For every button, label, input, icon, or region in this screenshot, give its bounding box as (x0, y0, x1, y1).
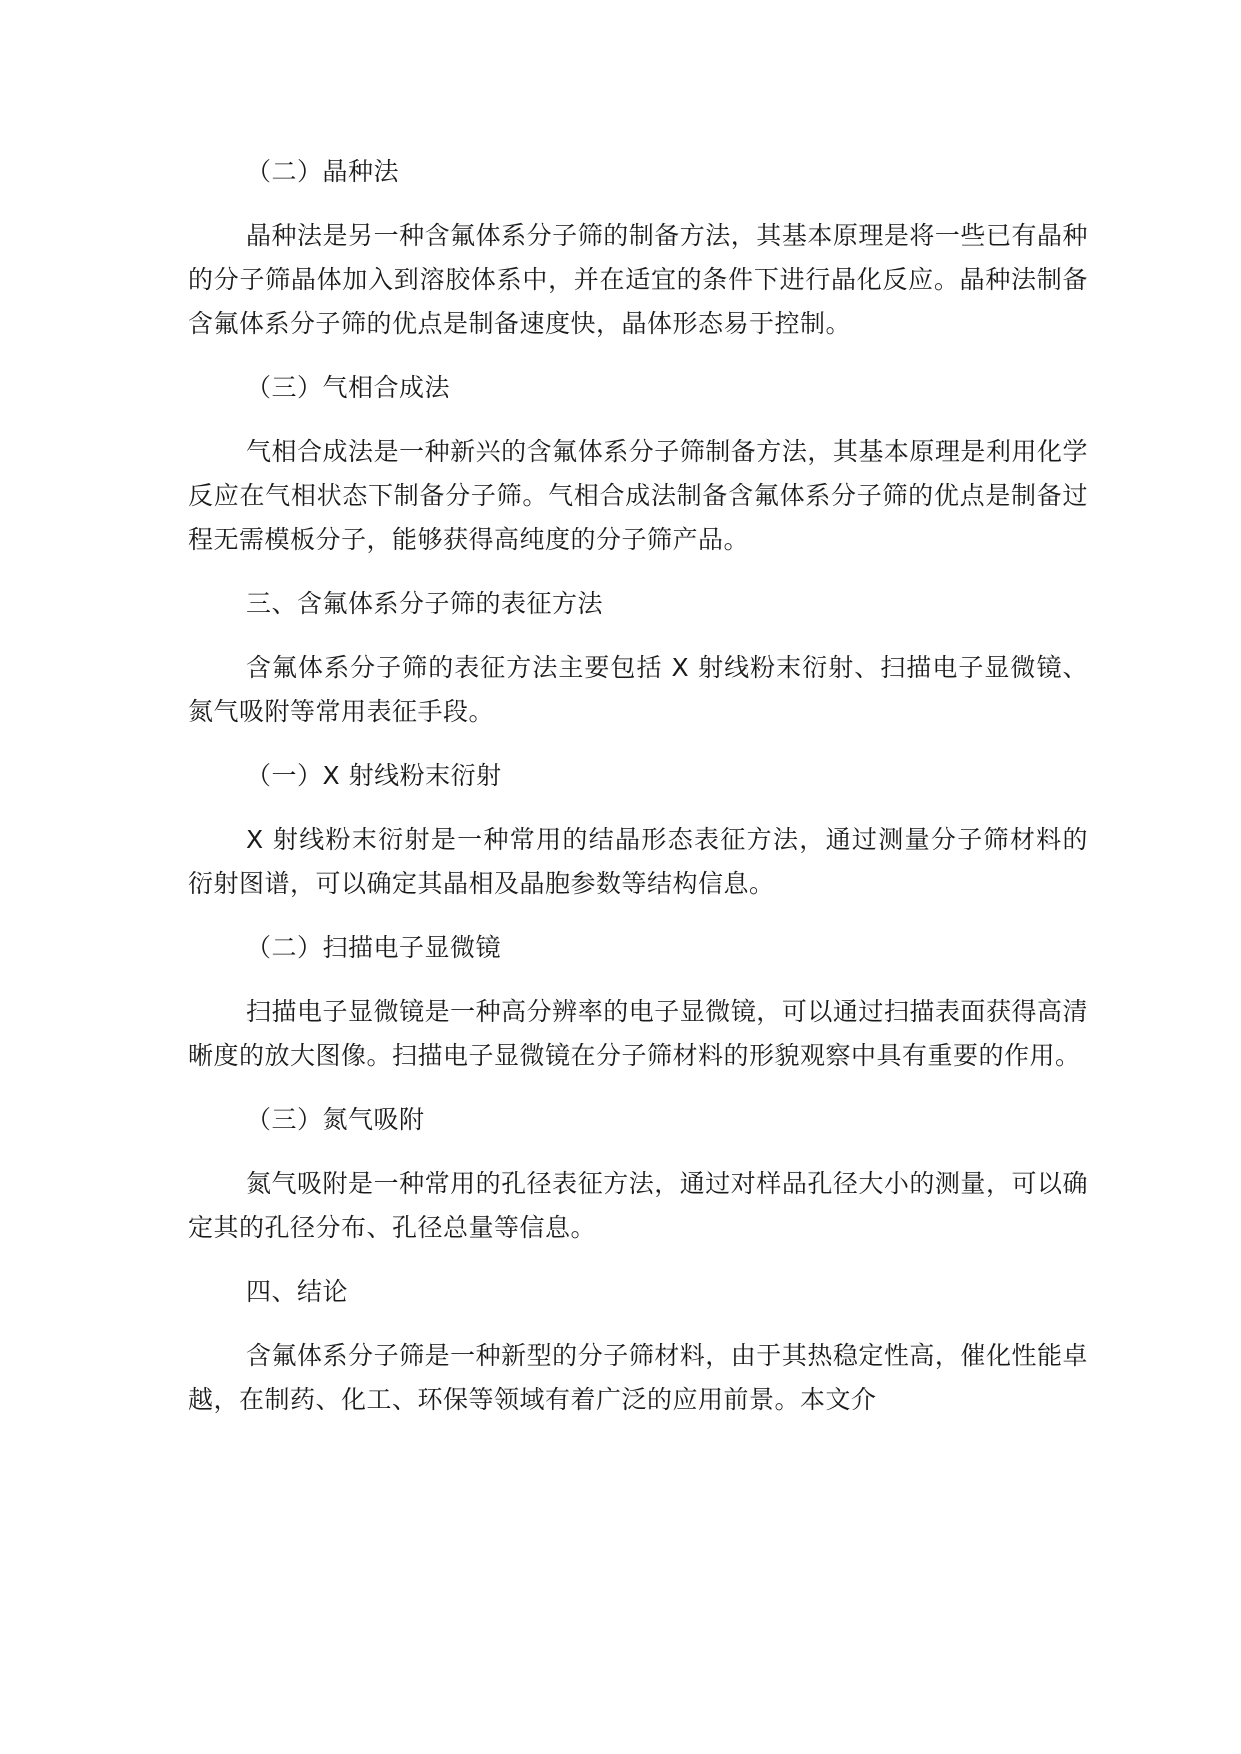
section-heading-nitrogen-adsorption: （三）氮气吸附 (246, 1105, 425, 1134)
paragraph-vapor-phase-synthesis: 气相合成法是一种新兴的含氟体系分子筛制备方法，其基本原理是利用化学反应在气相状态下制备分子筛。气相合成法制备含氟体系分子筛的优点是制备过程无需模板分子，能够获得高纯度的分子筛产品。 (188, 437, 1088, 554)
section-heading-characterization-methods: 三、含氟体系分子筛的表征方法 (246, 589, 604, 618)
paragraph-xrd: X 射线粉末衍射是一种常用的结晶形态表征方法，通过测量分子筛材料的衍射图谱，可以确定其晶相及晶胞参数等结构信息。 (188, 825, 1088, 898)
section-heading-xrd: （一）X 射线粉末衍射 (246, 761, 502, 790)
paragraph-sem: 扫描电子显微镜是一种高分辨率的电子显微镜，可以通过扫描表面获得高清晰度的放大图像。扫描电子显微镜在分子筛材料的形貌观察中具有重要的作用。 (188, 997, 1088, 1070)
paragraph-conclusion: 含氟体系分子筛是一种新型的分子筛材料，由于其热稳定性高，催化性能卓越，在制药、化工、环保等领域有着广泛的应用前景。本文介 (188, 1341, 1088, 1414)
paragraph-characterization-methods: 含氟体系分子筛的表征方法主要包括 X 射线粉末衍射、扫描电子显微镜、氮气吸附等常用表征手段。 (188, 653, 1088, 726)
paragraph-seed-crystal-method: 晶种法是另一种含氟体系分子筛的制备方法，其基本原理是将一些已有晶种的分子筛晶体加入到溶胶体系中，并在适宜的条件下进行晶化反应。晶种法制备含氟体系分子筛的优点是制备速度快，晶体形态易于控制。 (188, 221, 1088, 338)
section-heading-conclusion: 四、结论 (246, 1277, 349, 1306)
document-body (188, 150, 1088, 1442)
paragraph-nitrogen-adsorption: 氮气吸附是一种常用的孔径表征方法，通过对样品孔径大小的测量，可以确定其的孔径分布、孔径总量等信息。 (188, 1169, 1088, 1242)
section-heading-sem: （二）扫描电子显微镜 (246, 933, 502, 962)
section-heading-vapor-phase-synthesis: （三）气相合成法 (246, 373, 451, 402)
section-heading-seed-crystal-method: （二）晶种法 (246, 157, 400, 186)
